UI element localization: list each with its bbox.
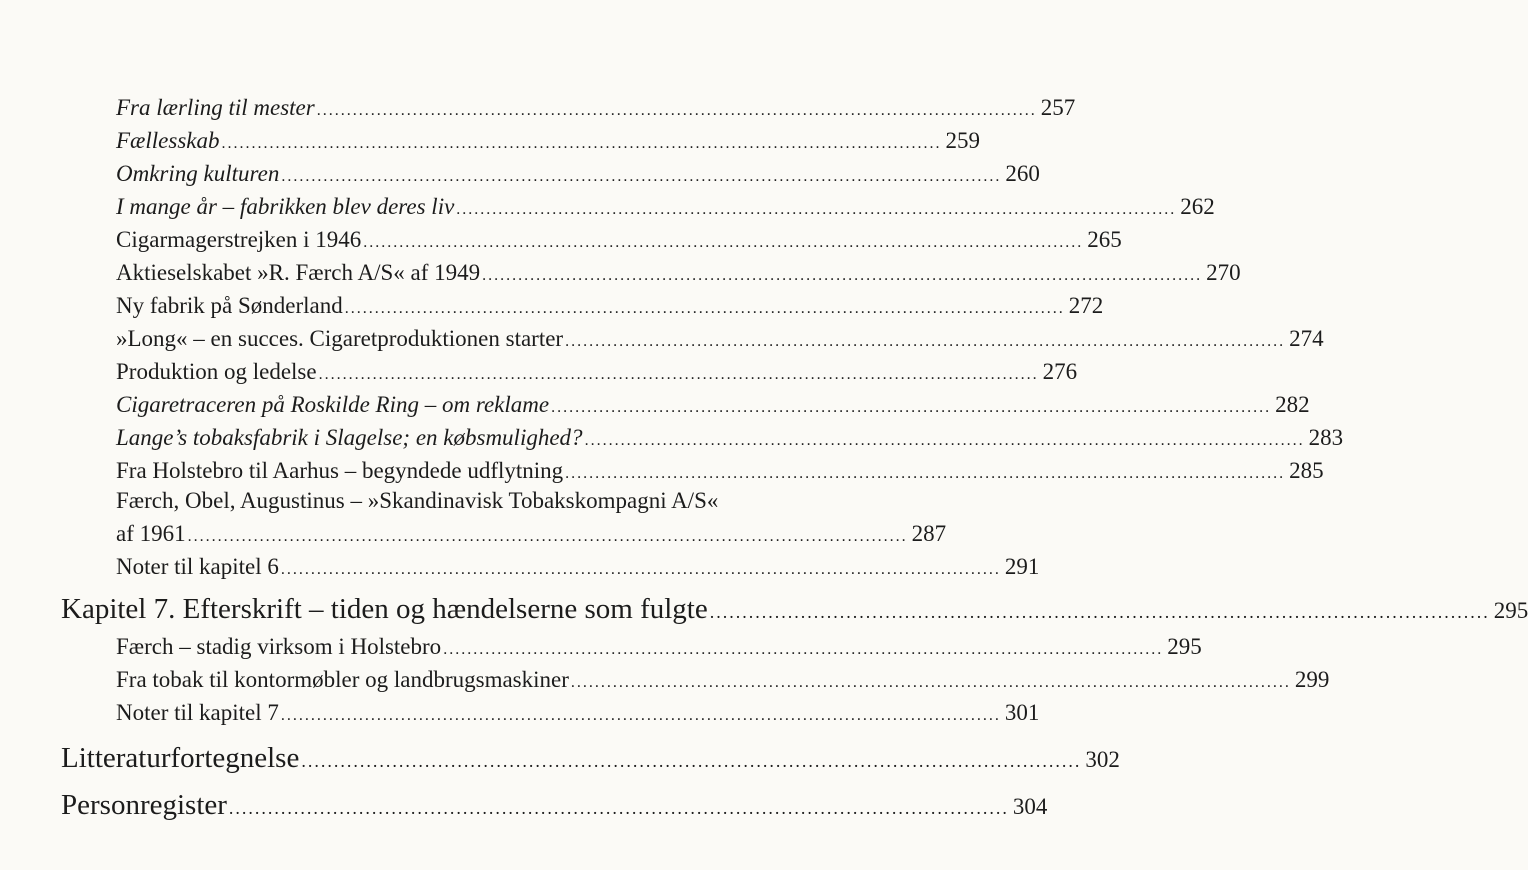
toc-entry — [116, 700, 1040, 726]
toc-entry-title: Litteraturfortegnelse — [61, 742, 300, 774]
dot-leader: ........................................................................................................................ — [344, 300, 1065, 317]
toc-entry-page: 285 — [1289, 458, 1324, 483]
toc-entry-page: 299 — [1294, 667, 1330, 692]
dot-leader: ........................................................................................................................ — [709, 602, 1490, 622]
toc-entry-title: Fra tobak til kontormøbler og landbrugsmaskiner — [116, 667, 569, 692]
toc-entry — [116, 260, 1241, 286]
toc-entry-title: »Long« – en succes. Cigaretproduktionen starter — [116, 326, 564, 351]
toc-entry-title: I mange år – fabrikken blev deres liv — [116, 194, 455, 219]
dot-leader: ........................................................................................................................ — [443, 641, 1164, 658]
dot-leader: ........................................................................................................................ — [482, 267, 1203, 284]
toc-entry-title: Omkring kulturen — [116, 161, 280, 186]
toc-entry-page: 295 — [1493, 598, 1528, 623]
toc-entry-page: 259 — [945, 128, 980, 153]
toc-entry-title: Fællesskab — [116, 128, 220, 153]
toc-entry — [116, 293, 1104, 319]
dot-leader: ........................................................................................................................ — [456, 201, 1177, 218]
toc-entry-page: 304 — [1012, 794, 1048, 819]
toc-entry — [116, 359, 1078, 385]
dot-leader: ........................................................................................................................ — [280, 707, 1001, 724]
toc-entry-title: Personregister — [61, 789, 227, 821]
toc-entry-title: Noter til kapitel 6 — [116, 554, 279, 579]
toc-entry-page: 301 — [1004, 700, 1040, 725]
toc-entry-title: Kapitel 7. Efterskrift – tiden og hændelserne som fulgte — [61, 593, 708, 625]
toc-entry-title: Færch – stadig virksom i Holstebro — [116, 634, 442, 659]
dot-leader: ........................................................................................................................ — [228, 798, 1009, 818]
toc-entry-page: 283 — [1308, 425, 1344, 450]
toc-entry — [116, 227, 1122, 253]
toc-entry-title: Noter til kapitel 7 — [116, 700, 279, 725]
toc-entry — [116, 667, 1330, 693]
toc-entry-page: 287 — [911, 521, 947, 546]
toc-entry-page: 302 — [1085, 747, 1120, 772]
dot-leader: ........................................................................................................................ — [363, 234, 1084, 251]
toc-entry-page: 260 — [1005, 161, 1040, 186]
toc-entry-page: 262 — [1180, 194, 1215, 219]
toc-entry — [116, 554, 1040, 580]
toc-entry-title: Cigarmagerstrejken i 1946 — [116, 227, 362, 252]
dot-leader: ........................................................................................................................ — [565, 465, 1286, 482]
dot-leader: ........................................................................................................................ — [584, 432, 1305, 449]
toc-entry-title: Cigaretraceren på Roskilde Ring – om reklame — [116, 392, 550, 417]
dot-leader: ........................................................................................................................ — [570, 674, 1291, 691]
toc-entry — [116, 458, 1324, 484]
toc-entry — [116, 521, 947, 547]
toc-entry-page: 257 — [1040, 95, 1076, 120]
toc-entry — [116, 161, 1040, 187]
toc-entry — [116, 326, 1324, 352]
toc-entry-page: 270 — [1206, 260, 1241, 285]
toc-entry — [116, 425, 1344, 451]
toc-chapter-entry — [61, 593, 1528, 626]
toc-entry-page: 291 — [1004, 554, 1040, 579]
dot-leader: ........................................................................................................................ — [281, 168, 1002, 185]
dot-leader: ........................................................................................................................ — [280, 561, 1001, 578]
toc-entry — [116, 95, 1076, 121]
toc-entry — [116, 194, 1215, 220]
toc-entry — [116, 392, 1310, 418]
toc-entry — [116, 128, 980, 154]
toc-entry-page: 265 — [1087, 227, 1122, 252]
toc-entry-page: 272 — [1068, 293, 1104, 318]
toc-entry — [116, 634, 1202, 660]
toc-entry-title: Ny fabrik på Sønderland — [116, 293, 343, 318]
toc-entry-page: 282 — [1275, 392, 1310, 417]
dot-leader: ........................................................................................................................ — [318, 366, 1039, 383]
dot-leader: ........................................................................................................................ — [301, 751, 1082, 771]
dot-leader: ........................................................................................................................ — [565, 333, 1286, 350]
toc-entry-page: 276 — [1042, 359, 1078, 384]
toc-entry-title: Fra Holstebro til Aarhus – begyndede udflytning — [116, 458, 564, 483]
toc-entry-page: 274 — [1289, 326, 1324, 351]
dot-leader: ........................................................................................................................ — [551, 399, 1272, 416]
toc-chapter-entry — [61, 742, 1120, 775]
toc-entry-title: Lange’s tobaksfabrik i Slagelse; en købsmulighed? — [116, 425, 583, 450]
toc-entry-title: Produktion og ledelse — [116, 359, 317, 384]
toc-entry-title-line1: Færch, Obel, Augustinus – »Skandinavisk Tobakskompagni A/S« — [116, 488, 719, 513]
toc-entry-page: 295 — [1167, 634, 1202, 659]
toc-entry-title: Fra lærling til mester — [116, 95, 315, 120]
dot-leader: ........................................................................................................................ — [221, 135, 942, 152]
dot-leader: ........................................................................................................................ — [316, 102, 1037, 119]
toc-chapter-entry — [61, 789, 1048, 822]
dot-leader: ........................................................................................................................ — [187, 528, 908, 545]
toc-entry-title: Aktieselskabet »R. Færch A/S« af 1949 — [116, 260, 481, 285]
toc-entry-title: af 1961 — [116, 521, 186, 546]
